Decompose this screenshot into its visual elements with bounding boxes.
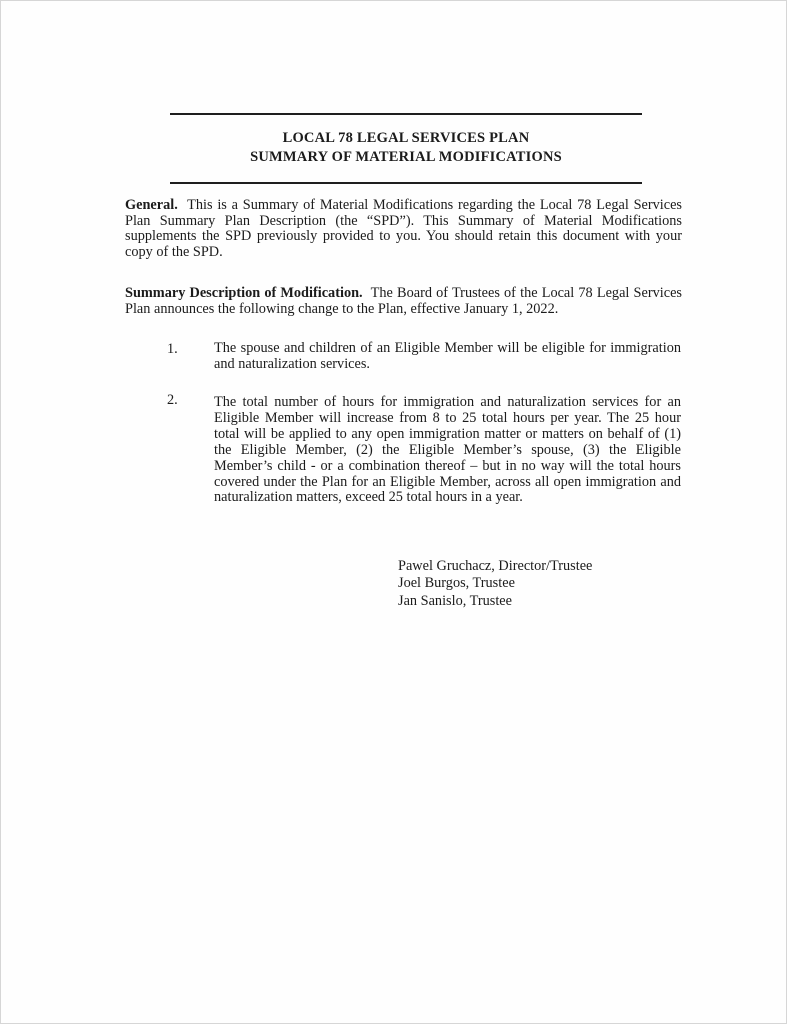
signatory: Pawel Gruchacz, Director/Trustee: [398, 558, 593, 574]
list-item-number: 2.: [167, 392, 178, 408]
signature-block: [398, 558, 592, 610]
summary-paragraph: [125, 286, 682, 317]
list-item-number: 1.: [167, 341, 178, 357]
list-item-text: The total number of hours for immigration and naturalization services for an Eligible Member will increase from 8 to 25 total hours per year. The 25 hour total will be applied to any open immigration matter or matters on behalf of (1) the Eligible Member, (2) the Eligible Member’s spouse, (3) the Eligible Member’s child - or a combination thereof – but in no way will the total hours covered under the Plan for an Eligible Member, across all open immigration and naturalization matters, exceed 25 total hours in a year.: [214, 394, 681, 506]
general-heading: General.: [125, 197, 178, 213]
top-rule: [170, 113, 642, 115]
summary-text: The Board of Trustees of the Local 78 Legal Services Plan announces the following change to the Plan, effective January 1, 2022.: [125, 285, 682, 317]
list-item-text: The spouse and children of an Eligible Member will be eligible for immigration and naturalization services.: [214, 340, 681, 372]
signatory: Jan Sanislo, Trustee: [398, 592, 512, 609]
document-subtitle: SUMMARY OF MATERIAL MODIFICATIONS: [250, 149, 562, 165]
bottom-rule: [170, 182, 642, 184]
general-paragraph: [125, 198, 682, 260]
summary-heading: Summary Description of Modification.: [125, 285, 363, 301]
signatory: Joel Burgos, Trustee: [398, 575, 515, 592]
general-text: This is a Summary of Material Modifications regarding the Local 78 Legal Services Plan Summary Plan Description (the “SPD”). This Summary of Material Modifications supplements the SPD previously provided to you. You should retain this document with your copy of the SPD.: [125, 197, 683, 260]
document-title: LOCAL 78 LEGAL SERVICES PLAN: [282, 130, 530, 146]
